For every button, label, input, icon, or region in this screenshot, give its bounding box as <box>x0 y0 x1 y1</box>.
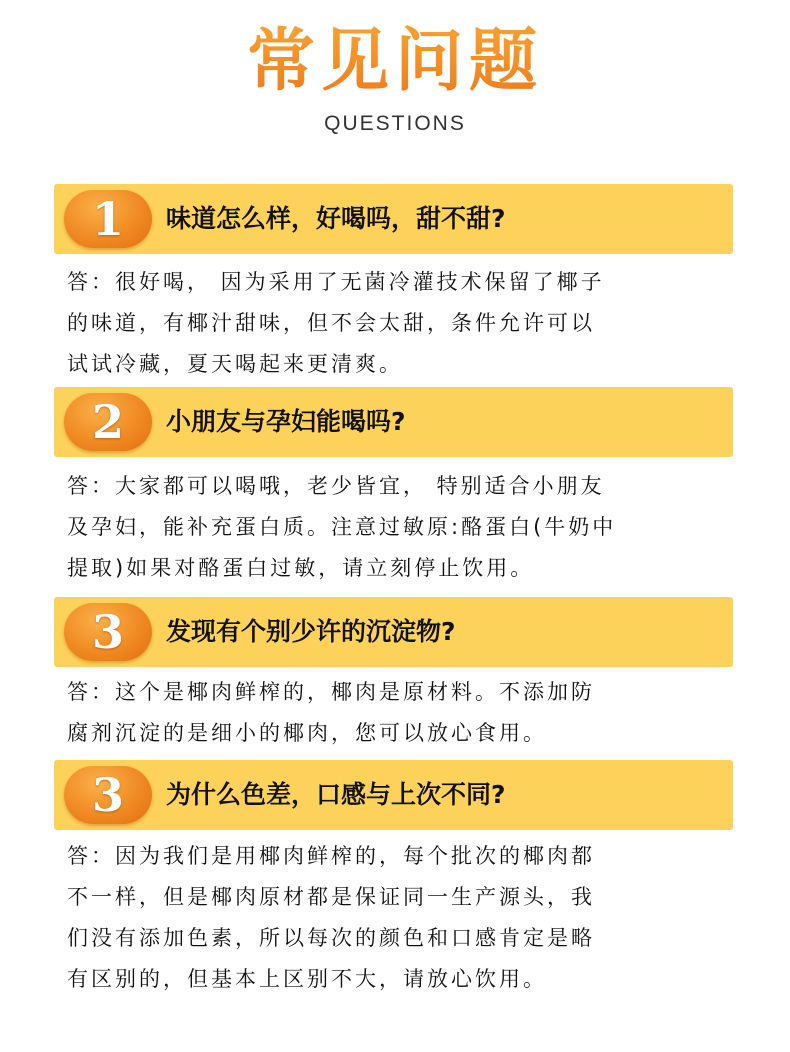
faq-answer <box>67 672 727 754</box>
faq-answer <box>67 466 727 589</box>
number-badge <box>64 393 152 451</box>
badge-number: 2 <box>91 395 124 449</box>
answer-line: 有区别的，但基本上区别不大，请放心饮用。 <box>67 967 547 991</box>
badge-number: 1 <box>91 192 124 246</box>
answer-line: 答：这个是椰肉鲜榨的，椰肉是原材料。不添加防 <box>67 680 595 704</box>
page-subtitle: QUESTIONS <box>324 112 466 135</box>
number-badge <box>64 766 152 824</box>
faq-question-bar <box>54 184 733 254</box>
answer-line: 答：很好喝， 因为采用了无菌冷灌技术保留了椰子 <box>67 270 605 294</box>
faq-question-bar <box>54 597 733 667</box>
faq-question: 小朋友与孕妇能喝吗? <box>166 407 406 436</box>
badge-number: 3 <box>91 605 124 659</box>
answer-line: 提取)如果对酪蛋白过敏，请立刻停止饮用。 <box>67 556 535 580</box>
badge-number: 3 <box>91 768 124 822</box>
number-badge <box>64 603 152 661</box>
number-badge <box>64 190 152 248</box>
answer-line: 腐剂沉淀的是细小的椰肉，您可以放心食用。 <box>67 721 547 745</box>
answer-line: 及孕妇，能补充蛋白质。注意过敏原:酪蛋白(牛奶中 <box>67 515 617 539</box>
faq-question: 为什么色差，口感与上次不同? <box>166 780 506 809</box>
answer-line: 们没有添加色素，所以每次的颜色和口感肯定是略 <box>67 926 595 950</box>
faq-question-bar <box>54 760 733 830</box>
answer-line: 答：大家都可以喝哦，老少皆宜， 特别适合小朋友 <box>67 474 605 498</box>
faq-answer <box>67 836 727 1000</box>
answer-line: 的味道，有椰汁甜味，但不会太甜，条件允许可以 <box>67 311 595 335</box>
page-title: 常见问题 <box>0 22 790 102</box>
faq-question-bar <box>54 387 733 457</box>
answer-line: 试试冷藏，夏天喝起来更清爽。 <box>67 352 403 376</box>
faq-question: 味道怎么样，好喝吗，甜不甜? <box>166 204 506 233</box>
faq-question: 发现有个别少许的沉淀物? <box>166 617 456 646</box>
answer-line: 答：因为我们是用椰肉鲜榨的，每个批次的椰肉都 <box>67 844 595 868</box>
faq-answer <box>67 262 727 385</box>
answer-line: 不一样，但是椰肉原材都是保证同一生产源头，我 <box>67 885 595 909</box>
